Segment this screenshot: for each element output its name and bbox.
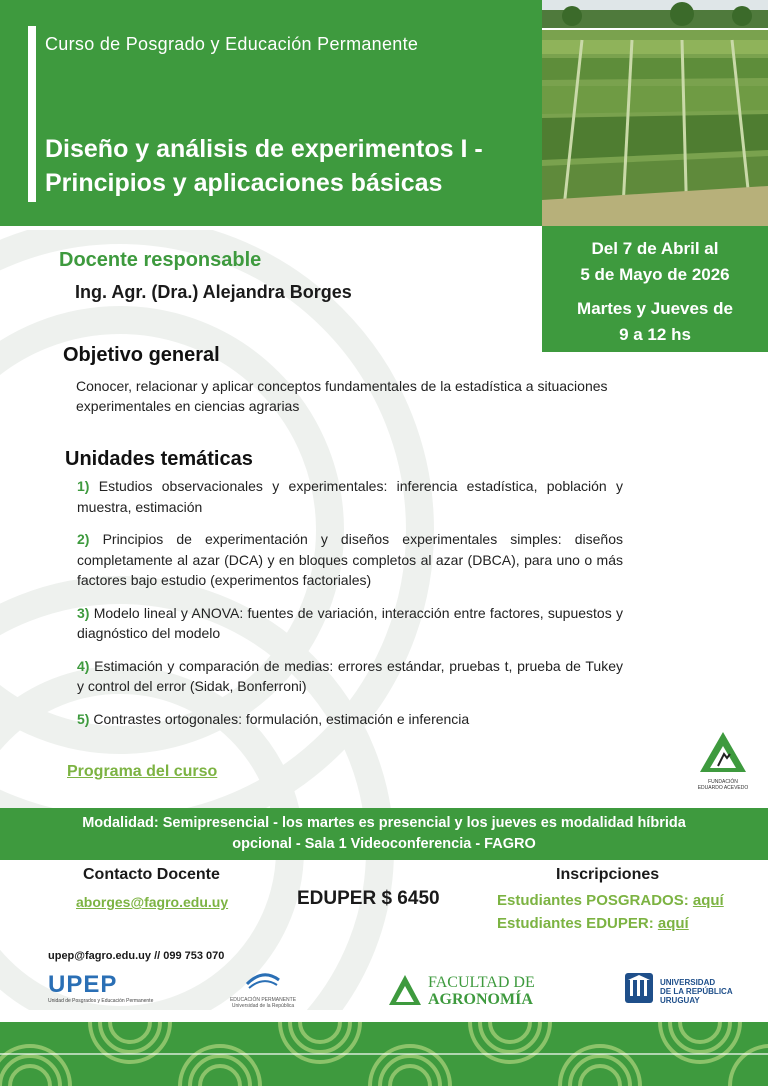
unit-number: 3) [77, 604, 90, 621]
fundacion-logo [690, 730, 756, 800]
unit-text: Estimación y comparación de medias: errores estándar, pruebas t, prueba de Tukey y control del error (Sidak, Bonferroni) [77, 657, 623, 694]
contacto-heading: Contacto Docente [83, 866, 220, 883]
udelar-text [660, 978, 733, 1005]
facultad-agronomia-text [428, 974, 535, 1008]
fundacion-label-1: FUNDACIÓN [708, 779, 738, 785]
udelar-line3: URUGUAY [660, 996, 700, 1005]
class-days-line1: Martes y Jueves de [577, 299, 733, 318]
header-subtitle: Curso de Posgrado y Educación Permanente [45, 34, 419, 54]
field-photo [542, 0, 768, 226]
unit-text: Principios de experimentación y diseños experimentales simples: diseños completamente al azar (DCA) y en bloques completos al azar (DBCA), para uno o más factores bajo estudio (experimentos factoriales) [77, 531, 624, 588]
modalidad-line1: Modalidad: Semipresencial - los martes es presencial y los jueves es modalidad híbrida [82, 815, 686, 831]
unidades-list [77, 476, 623, 741]
list-item [77, 529, 623, 591]
course-title-line1: Diseño y análisis de experimentos I - [45, 135, 483, 163]
unit-number: 1) [77, 478, 90, 494]
logos-row [0, 968, 768, 1018]
facultad-agronomia-logo [388, 974, 535, 1011]
objetivo-text: Conocer, relacionar y aplicar conceptos fundamentales de la estadística a situaciones experimentales en ciencias agrarias [76, 378, 608, 414]
udelar-logo [624, 972, 733, 1009]
schedule-box [542, 226, 768, 352]
fundacion-label-2: EDUARDO ACEVEDO [697, 785, 749, 791]
upep-contact: upep@fagro.edu.uy // 099 753 070 [48, 950, 225, 962]
footer-pattern [0, 1022, 768, 1086]
course-title [45, 132, 540, 200]
upep-logo [48, 972, 153, 1004]
unit-text: Contrastes ortogonales: formulación, estimación e inferencia [93, 710, 470, 727]
inscripcion-eduper [497, 915, 689, 932]
inscripciones-heading: Inscripciones [556, 866, 660, 883]
unit-number: 5) [77, 710, 90, 727]
educacion-permanente-logo [228, 970, 298, 1009]
contacto-email-link[interactable]: aborges@fagro.edu.uy [76, 894, 229, 910]
list-item [77, 656, 623, 697]
date-range-line1: Del 7 de Abril al [591, 239, 719, 258]
upep-logo-subtitle: Unidad de Posgrados y Educación Permanente [48, 998, 154, 1004]
header-accent-bar [28, 26, 36, 202]
eduper-link[interactable]: aquí [657, 915, 689, 932]
class-days [542, 296, 768, 348]
header-banner [0, 0, 542, 226]
class-days-line2: 9 a 12 hs [619, 325, 691, 344]
udelar-crest-icon [624, 972, 654, 1004]
course-title-line2: Principios y aplicaciones básicas [45, 169, 443, 197]
docente-heading: Docente responsable [59, 249, 262, 271]
unit-number: 2) [77, 531, 90, 547]
unit-number: 4) [77, 657, 90, 674]
objetivo-heading: Objetivo general [63, 344, 220, 366]
udelar-line1: UNIVERSIDAD [660, 978, 716, 987]
program-link[interactable]: Programa del curso [67, 763, 218, 780]
facultad-line2: AGRONOMÍA [428, 991, 533, 1008]
unit-text: Estudios observacionales y experimentales: inferencia estadística, población y muestra, estimación [77, 478, 623, 515]
fundacion-logo-icon [698, 730, 748, 774]
posgrados-link[interactable]: aquí [692, 892, 724, 909]
udelar-line2: DE LA REPÚBLICA [660, 987, 733, 996]
upep-logo-text: UPEP [48, 971, 118, 998]
date-range-line2: 5 de Mayo de 2026 [580, 265, 730, 284]
posgrados-label: Estudiantes POSGRADOS: [497, 892, 689, 909]
unidades-heading: Unidades temáticas [65, 448, 253, 470]
date-range [542, 236, 768, 288]
facultad-line1: FACULTAD DE [428, 974, 535, 991]
educacion-permanente-icon [243, 970, 283, 992]
list-item [77, 476, 623, 517]
docente-name: Ing. Agr. (Dra.) Alejandra Borges [75, 282, 352, 302]
eduper-label: Estudiantes EDUPER: [497, 915, 654, 932]
ep-logo-name: EDUCACIÓN PERMANENTE [229, 997, 297, 1003]
list-item [77, 709, 623, 730]
list-item [77, 603, 623, 644]
modalidad-banner [0, 808, 768, 860]
inscripcion-posgrados [497, 892, 724, 909]
agronomia-triangle-icon [388, 974, 422, 1006]
ep-logo-subtitle: Universidad de la República [231, 1003, 295, 1009]
modalidad-line2: opcional - Sala 1 Videoconferencia - FAGRO [232, 836, 536, 852]
price-label: EDUPER $ 6450 [297, 888, 440, 909]
unit-text: Modelo lineal y ANOVA: fuentes de variación, interacción entre factores, supuestos y diagnóstico del modelo [77, 604, 623, 641]
